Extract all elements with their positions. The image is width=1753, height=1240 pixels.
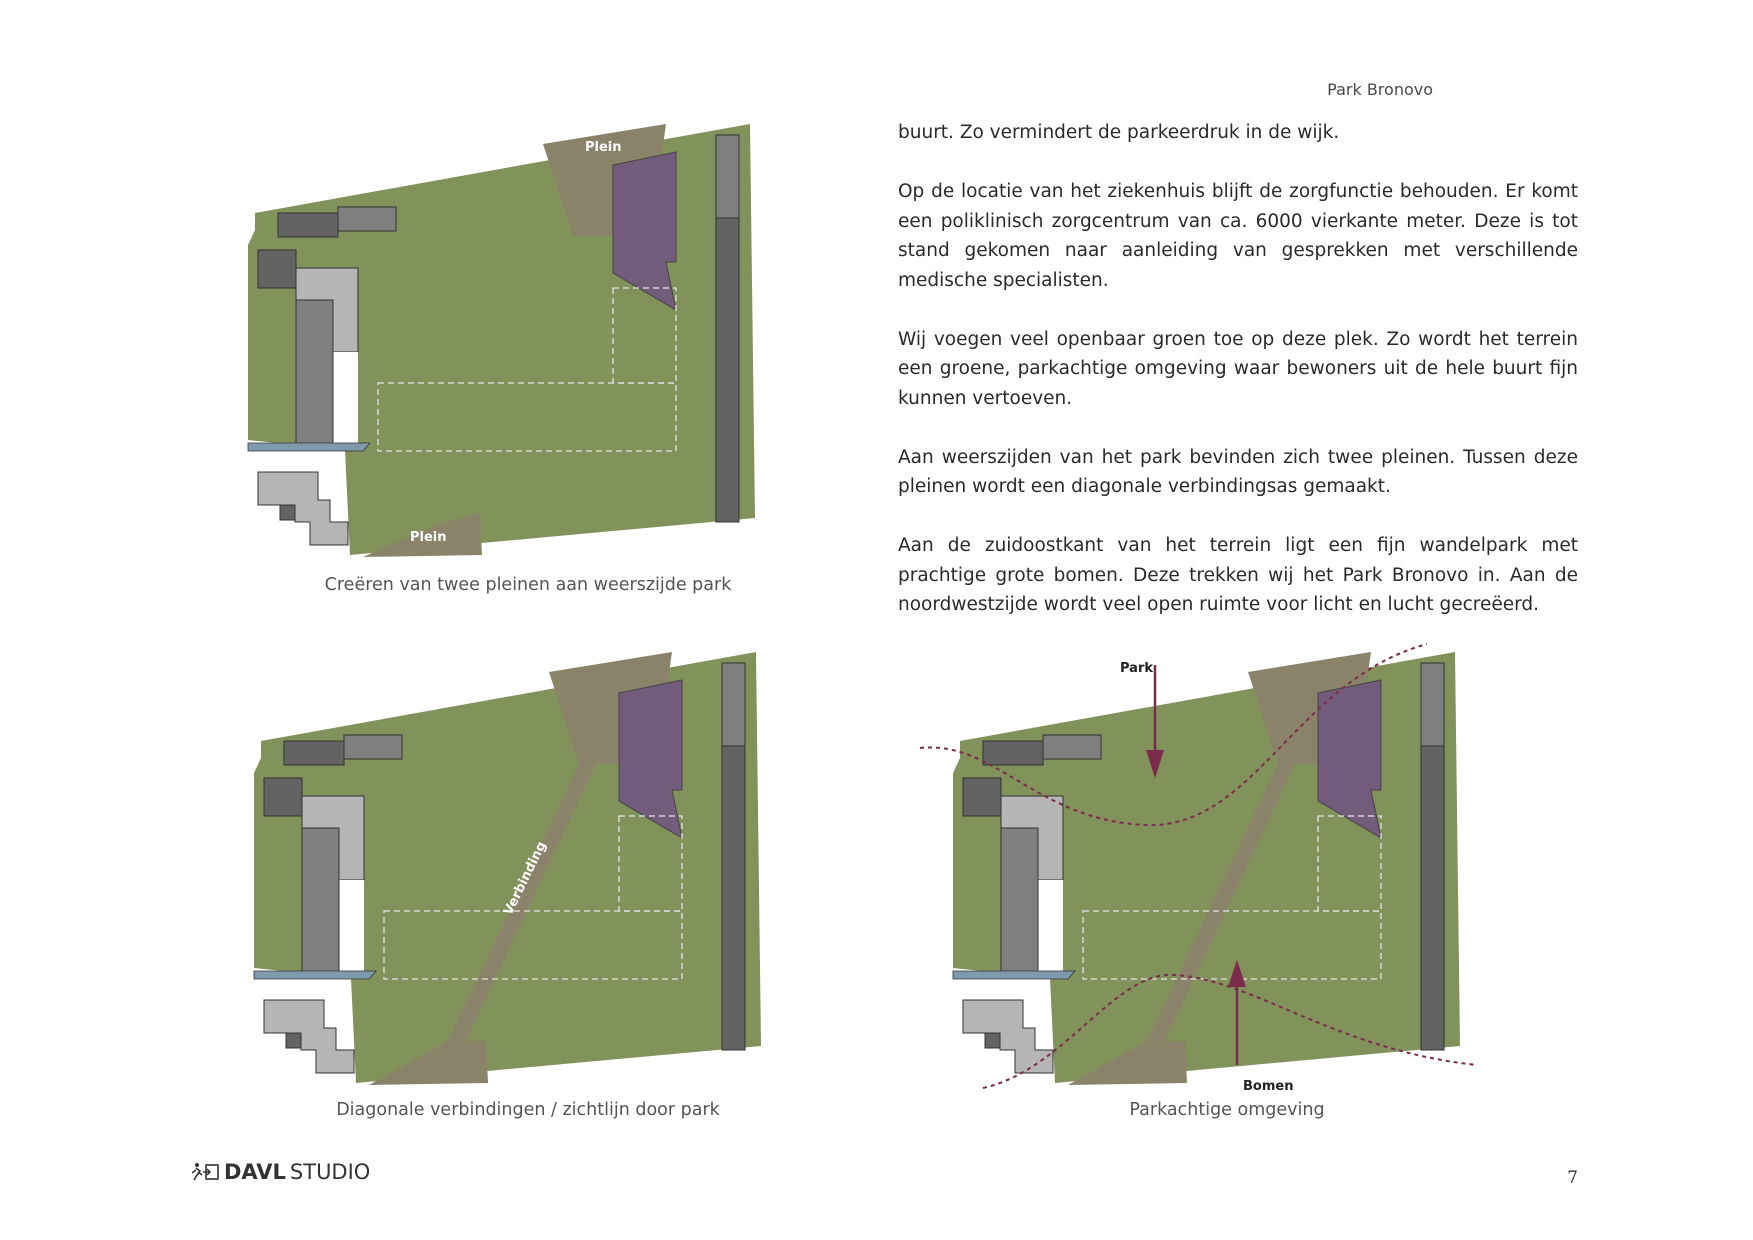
building: [963, 778, 1001, 816]
bomen-label: Bomen: [1243, 1079, 1294, 1094]
brand-name-bold: DAVL: [224, 1160, 286, 1184]
figure-caption: Creëren van twee pleinen aan weerszijde park: [324, 575, 732, 595]
page-number: 7: [1567, 1168, 1578, 1188]
site-plan-parkachtig: [915, 640, 1495, 1100]
paragraph: Aan weerszijden van het park bevinden zich twee pleinen. Tussen deze pleinen wordt een diagonale verbindingsas gemaakt.: [898, 446, 1578, 497]
paragraph: Aan de zuidoostkant van het terrein ligt een fijn wandelpark met prachtige grote bomen. Deze trekken wij het Park Bronovo in. Aan de noordwestzijde wordt veel open ruimte voor licht en lucht gecreëerd.: [898, 535, 1578, 615]
building: [338, 207, 396, 231]
water-strip: [953, 971, 1075, 979]
water-strip: [254, 971, 376, 979]
building: [284, 741, 344, 765]
body-text: [898, 118, 1578, 649]
building: [344, 735, 402, 759]
building: [296, 300, 333, 444]
building: [1043, 735, 1101, 759]
running-header: Park Bronovo: [1327, 80, 1433, 99]
building: [278, 213, 338, 237]
courtyard: [1038, 880, 1063, 972]
building: [264, 1000, 354, 1073]
apartment-block: [716, 218, 739, 522]
figure-caption: Parkachtige omgeving: [1129, 1100, 1325, 1120]
path-label: Verbinding: [501, 839, 550, 918]
plein-label: Plein: [410, 530, 447, 545]
paragraph: Op de locatie van het ziekenhuis blijft de zorgfunctie behouden. Er komt een poliklinisch zorgcentrum van ca. 6000 vierkante meter. Deze is tot stand gekomen naar aanleiding van gesprekken met verschillende medische specialisten.: [898, 181, 1578, 291]
brand-logo: [192, 1160, 370, 1184]
site-plan-base: [248, 124, 755, 557]
site-plan-base: [953, 652, 1460, 1085]
building: [983, 741, 1043, 765]
apartment-block: [1421, 663, 1444, 746]
site-plan-pleinen: [230, 120, 770, 560]
courtyard: [339, 880, 364, 972]
building: [963, 1000, 1053, 1073]
exit-sign-icon: [192, 1162, 220, 1182]
apartment-block: [722, 663, 745, 746]
apartment-block: [1421, 746, 1444, 1050]
apartment-block: [716, 135, 739, 218]
site-plan-base: [254, 652, 761, 1085]
building: [280, 505, 295, 520]
building: [302, 828, 339, 972]
building: [985, 1033, 1000, 1048]
plein-label: Plein: [585, 140, 622, 155]
building: [286, 1033, 301, 1048]
building: [258, 250, 296, 288]
paragraph: Wij voegen veel openbaar groen toe op deze plek. Zo wordt het terrein een groene, parkachtige omgeving waar bewoners uit de hele buurt fijn kunnen vertoeven.: [898, 328, 1578, 409]
brand-name-regular: STUDIO: [289, 1160, 371, 1184]
figure-caption: Diagonale verbindingen / zichtlijn door park: [336, 1100, 720, 1120]
paragraph: buurt. Zo vermindert de parkeerdruk in de wijk.: [898, 122, 1340, 143]
water-strip: [248, 443, 370, 451]
building: [264, 778, 302, 816]
courtyard: [333, 352, 358, 444]
building: [258, 472, 348, 545]
building: [1001, 828, 1038, 972]
apartment-block: [722, 746, 745, 1050]
park-label: Park: [1120, 661, 1154, 676]
site-plan-verbinding: [236, 648, 776, 1088]
